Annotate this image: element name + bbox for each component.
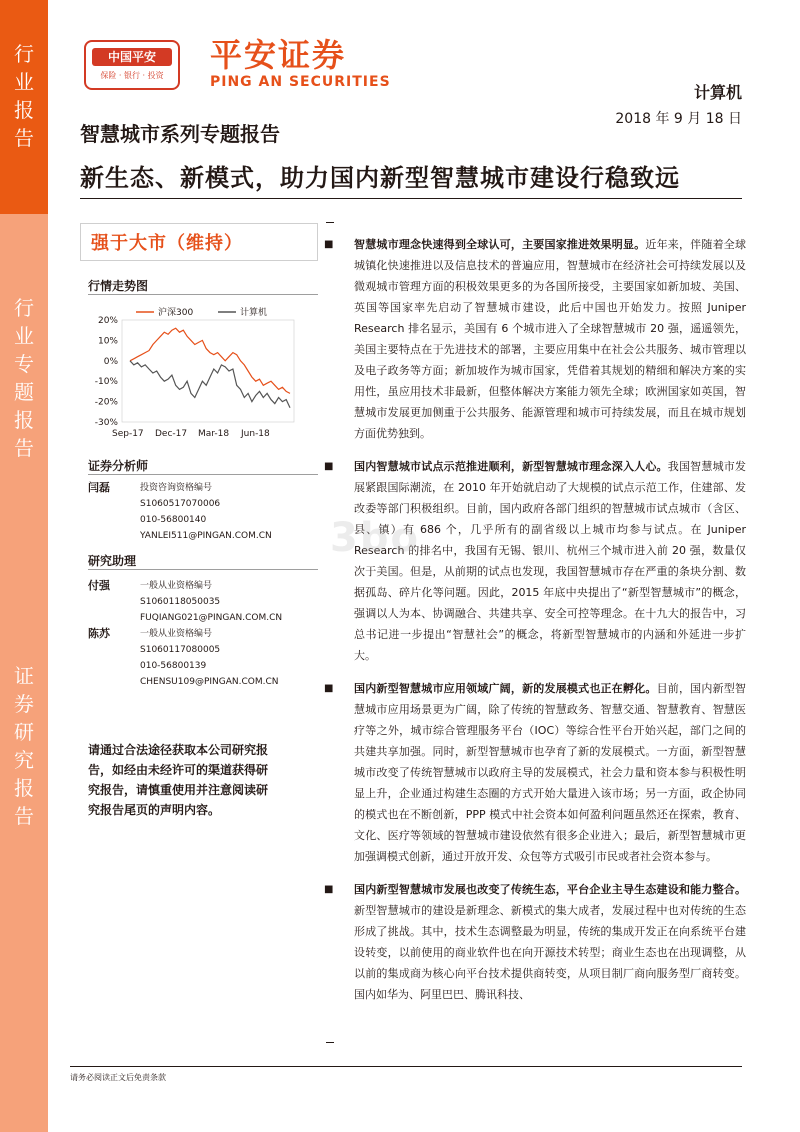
x-tick-label: Sep-17: [112, 429, 144, 439]
side-char: 行: [14, 42, 34, 66]
assistant-line: 一般从业资格编号: [140, 581, 213, 591]
report-body: [324, 234, 747, 1017]
assistant-line: S1060117080005: [140, 645, 221, 655]
assistant-name: 付强: [88, 579, 110, 592]
paragraph: [324, 879, 746, 1005]
y-tick-label: 0%: [103, 356, 118, 367]
assistant-name: 陈苏: [88, 627, 110, 640]
series-line-hs300: [130, 328, 290, 393]
title-divider: [80, 198, 742, 199]
side-char: 业: [14, 324, 34, 348]
paragraph: [324, 678, 747, 867]
assistant-info: [140, 626, 330, 690]
paragraph-body: 我国智慧城市发展紧跟国际潮流，在 2010 年开始就启动了大规模的试点示范工作，住建部、发改委等部门积极组织。目前，国内政府各部门组织的智慧城市试点城市（含区、县、镇）有 686 个，几乎所有的副省级以上城市均参与试点。在 Juniper Research 的排名中，我国有无锡、银川、杭州三个城市进入前 20 强，数量仅次于美国。但是，从前期的试点也发现，我国智慧城市存在严重的条块分割、数据孤岛、碎片化等问题。因此，2015 年底中央提出了“新型智慧城市”的概念，强调以人为本、协调融合、共建共享、安全可控等理念。在十九大的报告中，习总书记进一步提出“智慧社会”的概念，将新型智慧城市的内涵和外延进一步扩大。: [354, 460, 747, 662]
section-divider: [88, 569, 318, 570]
column-marker: [326, 222, 334, 223]
footer-divider: [70, 1066, 742, 1067]
side-char: 券: [14, 692, 34, 716]
side-char: 证: [14, 664, 34, 688]
y-tick-label: 20%: [97, 316, 118, 326]
y-tick-label: -20%: [94, 397, 118, 408]
logo-subtext: 保险 · 银行 · 投资: [100, 71, 164, 80]
paragraph-body: 目前，国内新型智慧城市应用场景更为广阔，除了传统的智慧政务、智慧交通、智慧教育、智慧医疗等之外，城市综合管理服务平台（IOC）等综合性平台开始兴起，部门之间的共建共享加强。同时，新型智慧城市也孕育了新的发展模式。一方面，新型智慧城市改变了传统智慧城市以政府主导的发展模式，社会力量和资本参与积极性明显上升，企业通过构建生态圈的方式开始大量进入该市场；另一方面，政企协同的模式也在不断创新，PPP 模式中社会资本如何盈利问题虽然还在探索，教育、文化、医疗等领域的智慧城市建设依然有很多企业进入；最后，新型智慧城市更加强调模式创新，通过开放开发、众包等方式吸引市民或者社会资本参与。: [354, 682, 747, 863]
section-divider: [88, 474, 318, 475]
analyst-section-label: 证券分析师: [88, 459, 149, 473]
logo-text: 中国平安: [92, 48, 172, 66]
paragraph-lead: 国内新型智慧城市应用领域广阔，新的发展模式也正在孵化。: [354, 682, 657, 695]
rating-text: 强于大市（维持）: [91, 233, 243, 254]
trend-section-label: 行情走势图: [88, 279, 149, 293]
side-char: 业: [14, 70, 34, 94]
y-tick-label: -30%: [94, 418, 118, 428]
assistant-email[interactable]: FUQIANG021@PINGAN.COM.CN: [140, 613, 283, 623]
side-char: 报: [14, 408, 34, 432]
bullet-icon: ■: [324, 461, 334, 472]
watermark: 3bo: [330, 515, 420, 561]
y-tick-label: 10%: [97, 336, 118, 347]
x-tick-label: Mar-18: [198, 429, 230, 439]
paragraph: [324, 456, 747, 666]
assistant-section-label: 研究助理: [88, 554, 137, 568]
ping-an-securities-logo: [210, 36, 391, 90]
assistant-line: 一般从业资格编号: [140, 629, 213, 639]
side-char: 告: [14, 126, 34, 150]
ping-an-group-logo: [84, 40, 180, 90]
bullet-icon: ■: [324, 884, 334, 895]
analyst-name: 闫磊: [88, 481, 110, 494]
analyst-email[interactable]: YANLEI511@PINGAN.COM.CN: [140, 531, 272, 541]
side-char: 报: [14, 98, 34, 122]
assistant-line: 010-56800139: [140, 661, 207, 671]
side-char: 告: [14, 436, 34, 460]
x-tick-label: Dec-17: [155, 429, 188, 439]
side-char: 题: [14, 380, 34, 404]
brand-en: PING AN SECURITIES: [210, 74, 391, 90]
trend-chart: [86, 300, 320, 448]
bullet-icon: ■: [324, 239, 334, 250]
series-title: 智慧城市系列专题报告: [80, 122, 280, 146]
bullet-icon: ■: [324, 683, 334, 694]
analyst-line: 投资咨询资格编号: [140, 483, 213, 493]
paragraph-body: 新型智慧城市的建设是新理念、新模式的集大成者，发展过程中也对传统的生态形成了挑战。其中，技术生态调整最为明显，传统的集成开发正在向系统平台建设转变，以前使用的商业软件也在向开源技术转型；商业生态也在出现调整，从以前的集成商为核心向平台技术提供商转变，从项目制厂商向服务型厂商转变。国内如华为、阿里巴巴、腾讯科技、: [354, 904, 746, 1001]
side-char: 研: [14, 720, 34, 744]
side-char: 报: [14, 776, 34, 800]
paragraph-lead: 国内智慧城市试点示范推进顺利，新型智慧城市理念深入人心。: [354, 460, 668, 473]
brand-cn: 平安证券: [210, 36, 347, 74]
analyst-line: S1060517070006: [140, 499, 221, 509]
assistant-info: [140, 578, 330, 626]
side-label-top: [0, 0, 48, 214]
paragraph-lead: 国内新型智慧城市发展也改变了传统生态，平台企业主导生态建设和能力整合。: [354, 883, 746, 896]
side-char: 专: [14, 352, 34, 376]
side-disclaimer: 请通过合法途径获取本公司研究报告，如经由未经许可的渠道获得研究报告，请慎重使用并注意阅读研究报告尾页的声明内容。: [88, 743, 269, 817]
side-char: 究: [14, 748, 34, 772]
paragraph: [324, 234, 747, 444]
legend-label: 计算机: [240, 308, 268, 318]
paragraph-body: 近年来，伴随着全球城镇化快速推进以及信息技术的普遍应用，智慧城市在经济社会可持续发展以及微观城市管理方面的积极效果更多的为各国所接受，主要国家如新加坡、美国、英国等国家率先启动了智慧城市建设，此后中国也开始发力。按照 Juniper Research 排名显示，美国有 6 个城市进入了全球智慧城市 20 强，遥遥领先，美国主要特点在于先进技术的部署，主要应用集中在社会公共服务、城市管理以及电子政务等方面；新加坡作为城市国家，凭借着其规划的精细和解决方案的实用性，虽应用技术非最新，但整体解决方案能力领先全球；欧洲国家如英国，智慧城市发展更加侧重于公共服务、能源管理和城市可持续发展，而且在城市规划方面优势独到。: [354, 238, 747, 440]
legend-label: 沪深300: [158, 308, 194, 318]
footer-note: 请务必阅读正文后免责条款: [70, 1073, 166, 1082]
side-label-middle: [0, 214, 48, 634]
x-tick-label: Jun-18: [241, 429, 270, 439]
industry-label: 计算机: [693, 83, 742, 102]
paragraph-lead: 智慧城市理念快速得到全球认可，主要国家推进效果明显。: [354, 238, 646, 251]
section-divider: [88, 294, 318, 295]
column-marker: [326, 1042, 334, 1043]
side-char: 行: [14, 296, 34, 320]
report-date: 2018 年 9 月 18 日: [615, 111, 742, 127]
page-title: 新生态、新模式，助力国内新型智慧城市建设行稳致远: [80, 164, 680, 192]
side-char: 告: [14, 804, 34, 828]
chart-frame: [122, 320, 294, 422]
assistant-line: S1060118050035: [140, 597, 221, 607]
y-tick-label: -10%: [94, 377, 118, 388]
analyst-line: 010-56800140: [140, 515, 207, 525]
assistant-email[interactable]: CHENSU109@PINGAN.COM.CN: [140, 677, 279, 687]
rating-box: [80, 223, 318, 261]
side-label-bottom: [0, 634, 48, 1132]
analyst-info: [140, 480, 330, 544]
